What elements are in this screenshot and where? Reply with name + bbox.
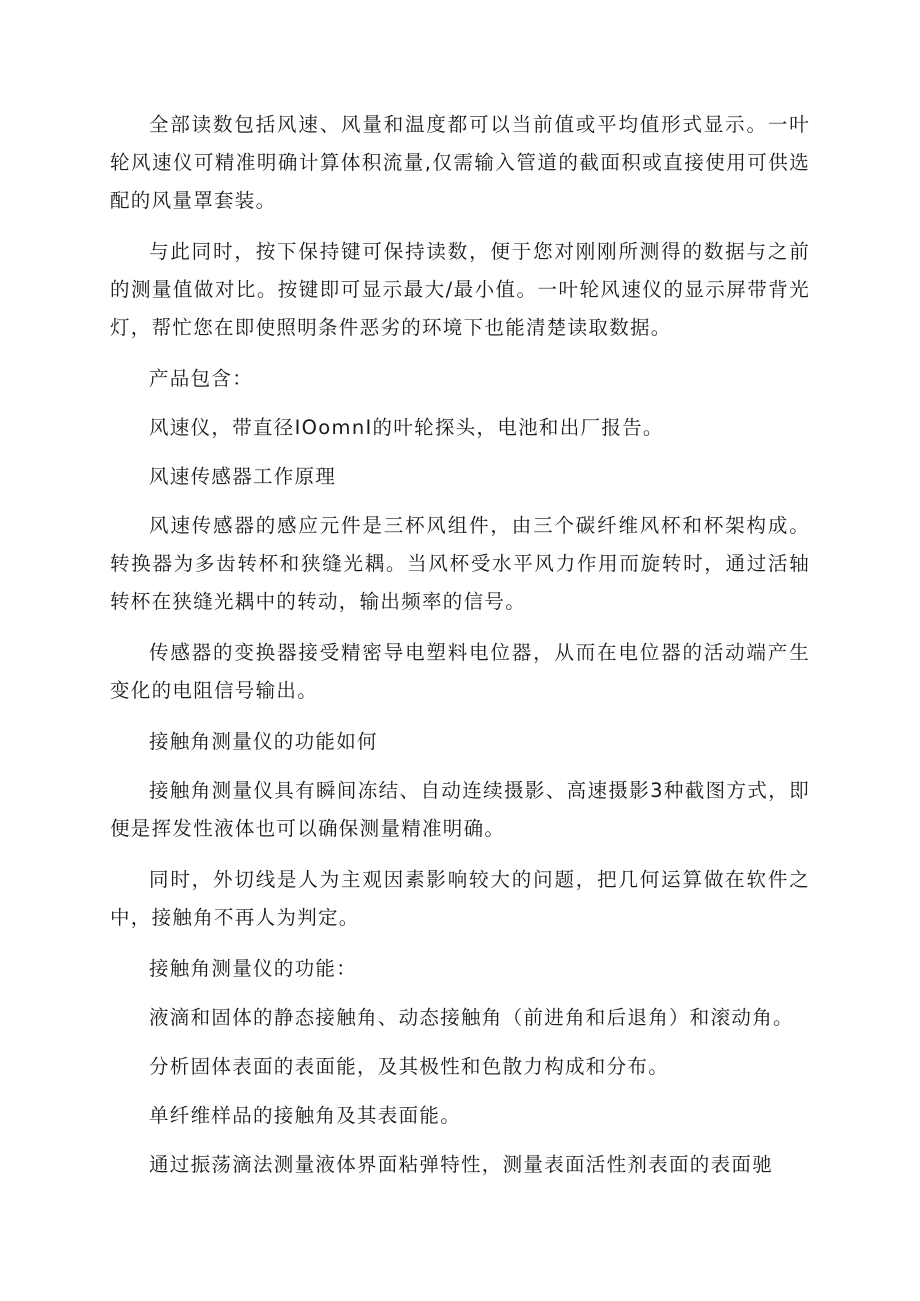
paragraph-hold-key: 与此同时，按下保持键可保持读数，便于您对刚刚所测得的数据与之前的测量值做对比。按键即可显示最大/最小值。一叶轮风速仪的显示屏带背光灯，帮忙您在即使照明条件恶劣的环境下也能清楚读取数据。 <box>110 240 810 339</box>
paragraph-sensor-element: 风速传感器的感应元件是三杯风组件，由三个碳纤维风杯和杯架构成。转换器为多齿转杯和狭缝光耦。当风杯受水平风力作用而旋转时，通过活轴转杯在狭缝光耦中的转动，输出频率的信号。 <box>110 514 810 613</box>
paragraph-display-modes: 全部读数包括风速、风量和温度都可以当前值或平均值形式显示。一叶轮风速仪可精准明确计算体积流量,仅需输入管道的截面积或直接使用可供选配的风量罩套装。 <box>110 113 810 212</box>
heading-contact-angle-function: 接触角测量仪的功能如何 <box>149 730 378 753</box>
paragraph-capture-modes: 接触角测量仪具有瞬间冻结、自动连续摄影、高速摄影3种截图方式，即便是挥发性液体也可以确保测量精准明确。 <box>110 779 810 840</box>
paragraph-tangent-line: 同时，外切线是人为主观因素影响较大的问题，把几何运算做在软件之中，接触角不再人为判定。 <box>110 868 810 929</box>
document-body <box>110 106 810 1195</box>
list-item-single-fiber: 单纤维样品的接触角及其表面能。 <box>149 1104 462 1127</box>
list-item-contact-angles: 液滴和固体的静态接触角、动态接触角（前进角和后退角）和滚动角。 <box>149 1006 794 1029</box>
heading-contact-angle-features: 接触角测量仪的功能： <box>149 957 358 980</box>
list-item-surface-energy: 分析固体表面的表面能，及其极性和色散力构成和分布。 <box>149 1055 670 1078</box>
list-item-oscillating-drop: 通过振荡滴法测量液体界面粘弹特性，测量表面活性剂表面的表面驰 <box>149 1153 774 1176</box>
heading-package-contents: 产品包含： <box>149 367 254 390</box>
paragraph-package-items: 风速仪，带直径IOomnI的叶轮探头，电池和出厂报告。 <box>149 416 664 439</box>
paragraph-sensor-converter: 传感器的变换器接受精密导电塑料电位器，从而在电位器的活动端产生变化的电阻信号输出。 <box>110 641 810 702</box>
heading-wind-sensor-principle: 风速传感器工作原理 <box>149 465 337 488</box>
